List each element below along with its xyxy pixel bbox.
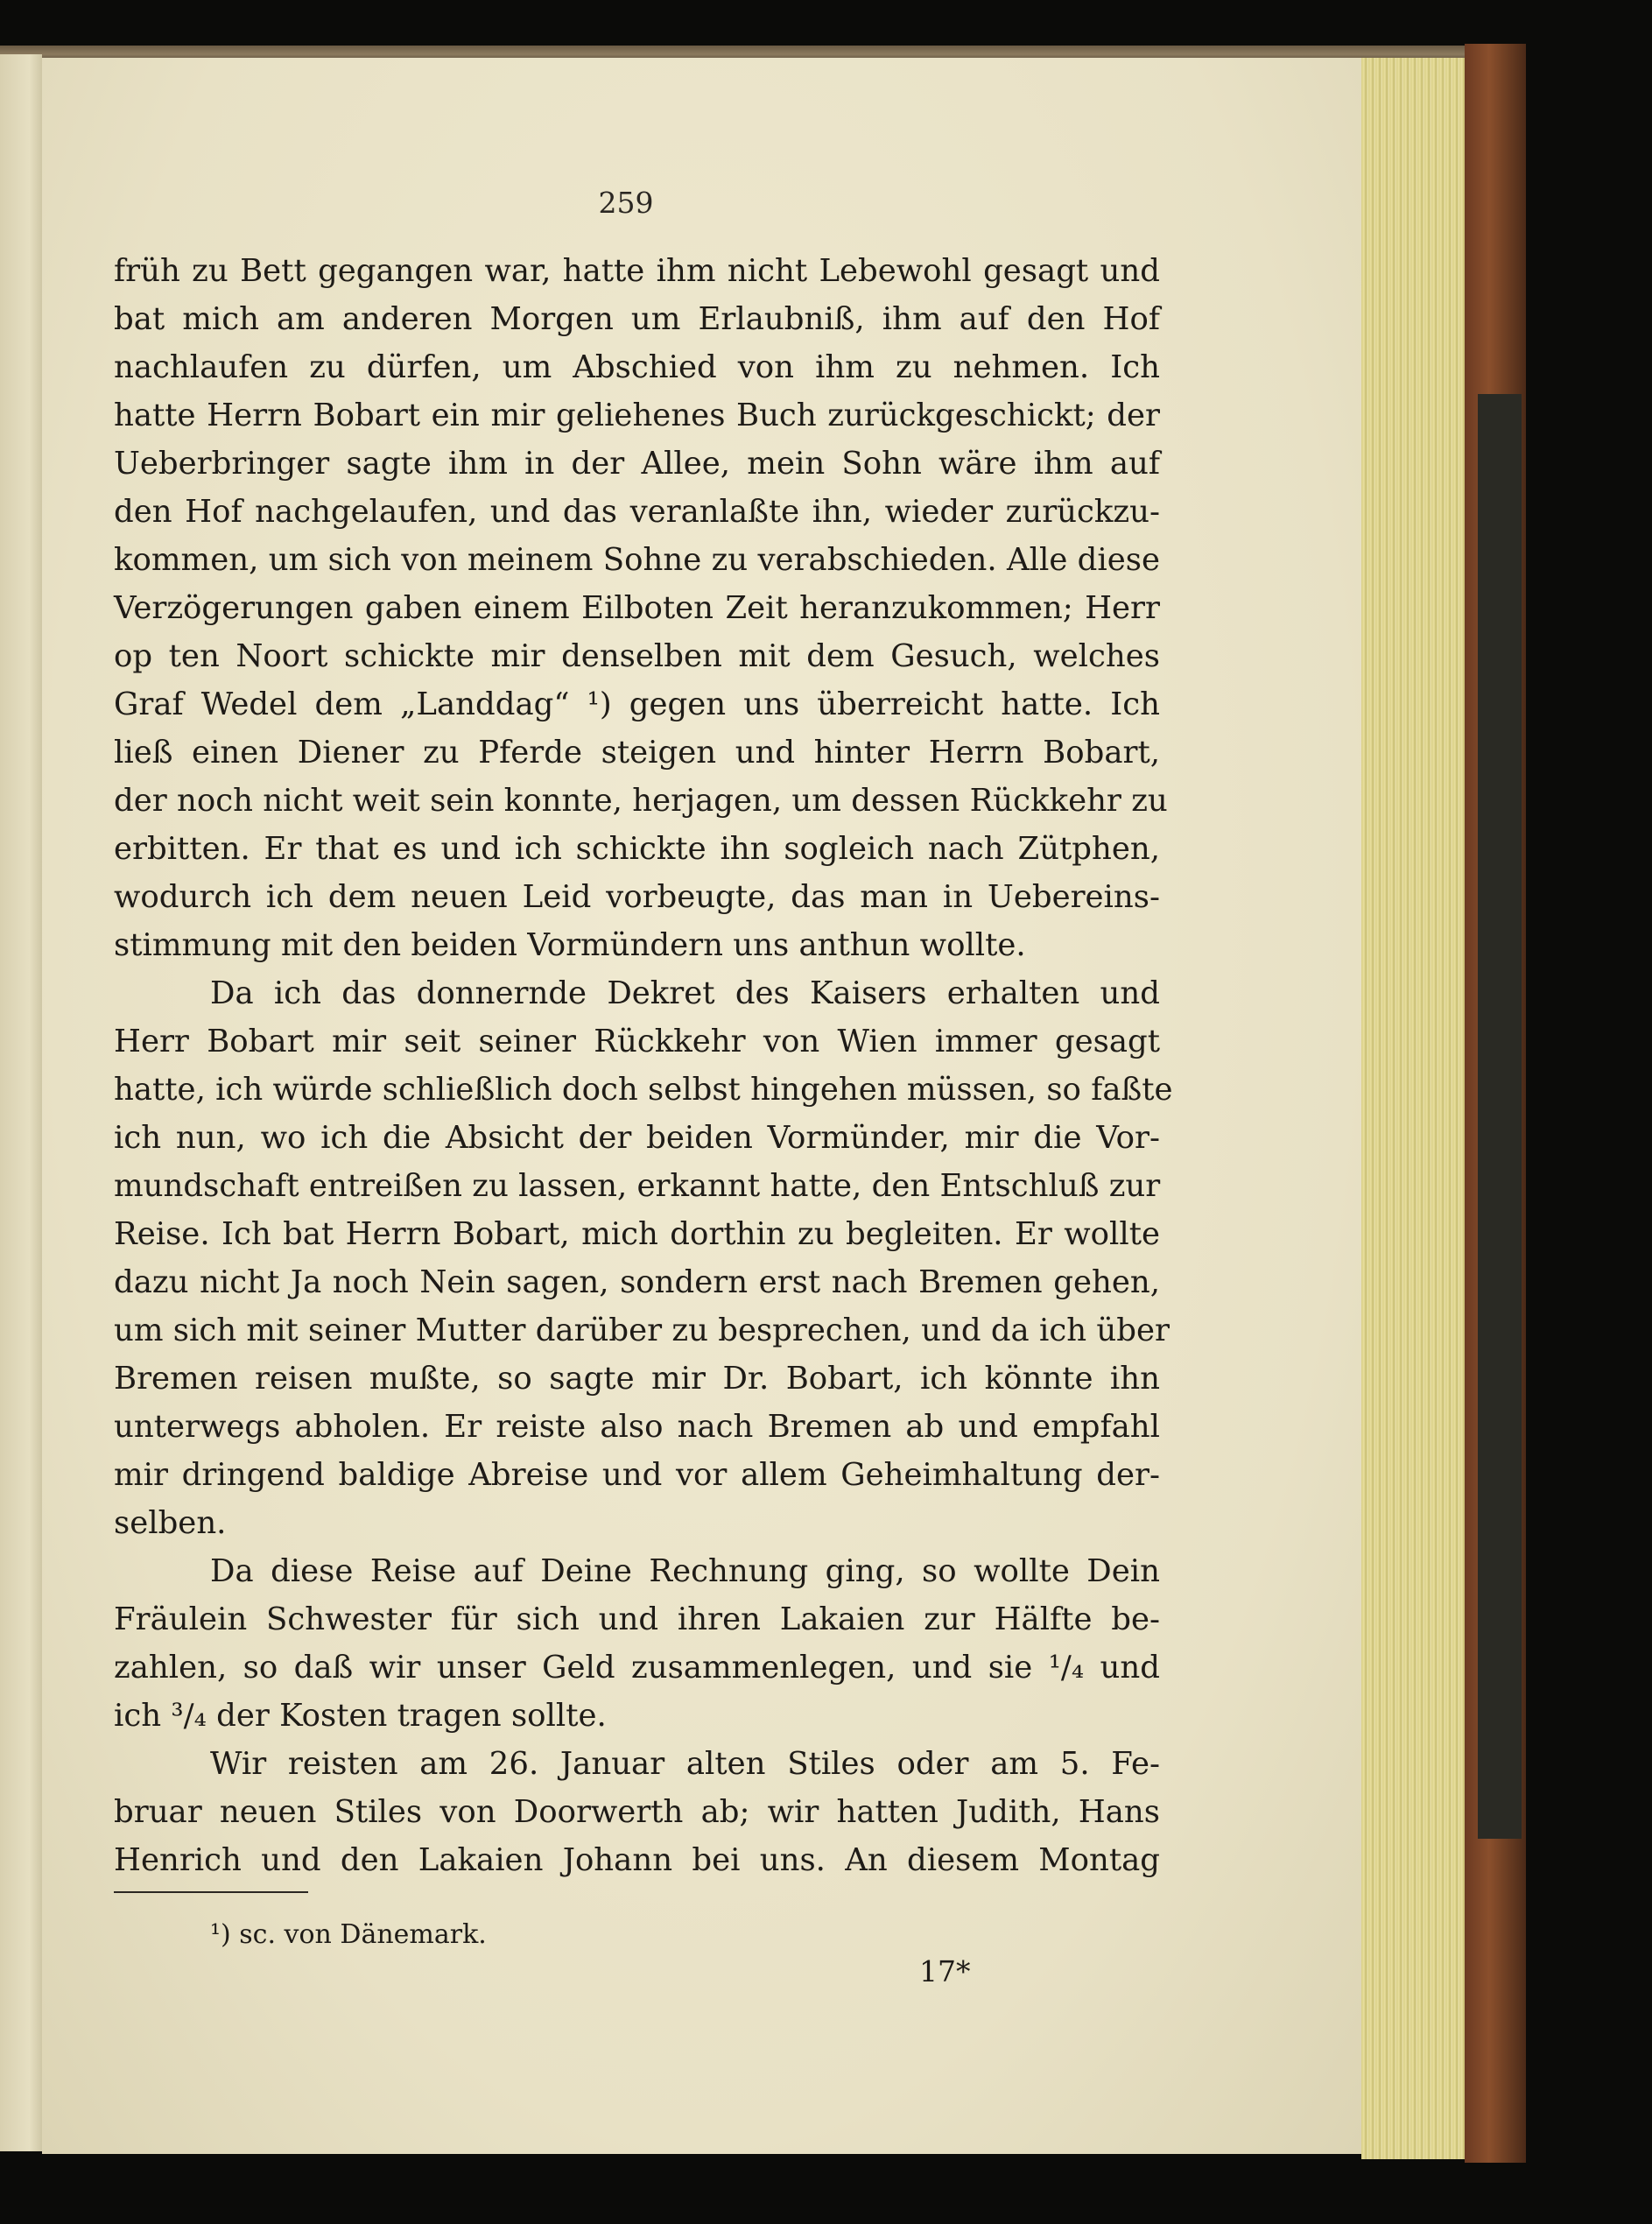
text-line: erbitten. Er that es und ich schickte ihn sogleich nach Zütphen, [114, 831, 1160, 867]
text-line: Ueberbringer sagte ihm in der Allee, mein Sohn wäre ihm auf [114, 446, 1160, 482]
text-line: kommen, um sich von meinem Sohne zu verabschieden. Alle diese [114, 542, 1160, 578]
text-line: Fräulein Schwester für sich und ihren Lakaien zur Hälfte be- [114, 1601, 1160, 1637]
page-number: 259 [598, 186, 654, 220]
text-line: früh zu Bett gegangen war, hatte ihm nicht Lebewohl gesagt und [114, 253, 1160, 289]
text-line: op ten Noort schickte mir denselben mit dem Gesuch, welches [114, 638, 1160, 674]
text-line: bruar neuen Stiles von Doorwerth ab; wir hatten Judith, Hans [114, 1794, 1160, 1830]
text-line: Bremen reisen mußte, so sagte mir Dr. Bobart, ich könnte ihn [114, 1361, 1160, 1397]
text-line: Herr Bobart mir seit seiner Rückkehr von Wien immer gesagt [114, 1024, 1160, 1059]
footnote: ¹) sc. von Dänemark. [210, 1919, 487, 1950]
text-line: selben. [114, 1505, 227, 1541]
text-line: mundschaft entreißen zu lassen, erkannt hatte, den Entschluß zur [114, 1168, 1161, 1204]
text-line: Verzögerungen gaben einem Eilboten Zeit heranzukommen; Herr [114, 590, 1160, 626]
text-line: Reise. Ich bat Herrn Bobart, mich dorthin zu begleiten. Er wollte [114, 1216, 1160, 1252]
text-line: Da diese Reise auf Deine Rechnung ging, so wollte Dein [210, 1553, 1160, 1589]
text-line: dazu nicht Ja noch Nein sagen, sondern erst nach Bremen gehen, [114, 1264, 1160, 1300]
text-line: unterwegs abholen. Er reiste also nach Bremen ab und empfahl [114, 1409, 1160, 1445]
text-line: Graf Wedel dem „Landdag“ ¹) gegen uns überreicht hatte. Ich [114, 686, 1160, 722]
text-line: Da ich das donnernde Dekret des Kaisers erhalten und [210, 975, 1160, 1011]
page-stack-edges [1361, 58, 1465, 2159]
text-line: ich ³/₄ der Kosten tragen sollte. [114, 1698, 607, 1734]
text-line: stimmung mit den beiden Vormündern uns anthun wollte. [114, 927, 1026, 963]
text-line: der noch nicht weit sein konnte, herjagen, um dessen Rückkehr zu [114, 783, 1168, 819]
text-line: um sich mit seiner Mutter darüber zu besprechen, und da ich über [114, 1313, 1170, 1348]
text-line: hatte, ich würde schließlich doch selbst hingehen müssen, so faßte [114, 1072, 1173, 1108]
text-line: zahlen, so daß wir unser Geld zusammenlegen, und sie ¹/₄ und [114, 1650, 1160, 1686]
text-line: mir dringend baldige Abreise und vor allem Geheimhaltung der- [114, 1457, 1160, 1493]
text-line: ließ einen Diener zu Pferde steigen und hinter Herrn Bobart, [114, 735, 1160, 771]
facing-page-edge [0, 54, 42, 2151]
text-line: den Hof nachgelaufen, und das veranlaßte ihn, wieder zurückzu- [114, 494, 1160, 530]
body-text [114, 247, 1173, 1884]
text-line: ich nun, wo ich die Absicht der beiden Vormünder, mir die Vor- [114, 1120, 1160, 1156]
book-cover-band [1478, 394, 1522, 1839]
signature-mark: 17* [919, 1954, 971, 1988]
footnote-rule [114, 1891, 308, 1893]
text-line: hatte Herrn Bobart ein mir geliehenes Buch zurückgeschickt; der [114, 398, 1160, 433]
text-line: Henrich und den Lakaien Johann bei uns. An diesem Montag [114, 1842, 1160, 1878]
text-line: bat mich am anderen Morgen um Erlaubniß, ihm auf den Hof [114, 301, 1160, 337]
text-line: wodurch ich dem neuen Leid vorbeugte, das man in Uebereins- [114, 879, 1160, 915]
text-line: Wir reisten am 26. Januar alten Stiles oder am 5. Fe- [210, 1746, 1160, 1782]
text-line: nachlaufen zu dürfen, um Abschied von ihm zu nehmen. Ich [114, 349, 1160, 385]
